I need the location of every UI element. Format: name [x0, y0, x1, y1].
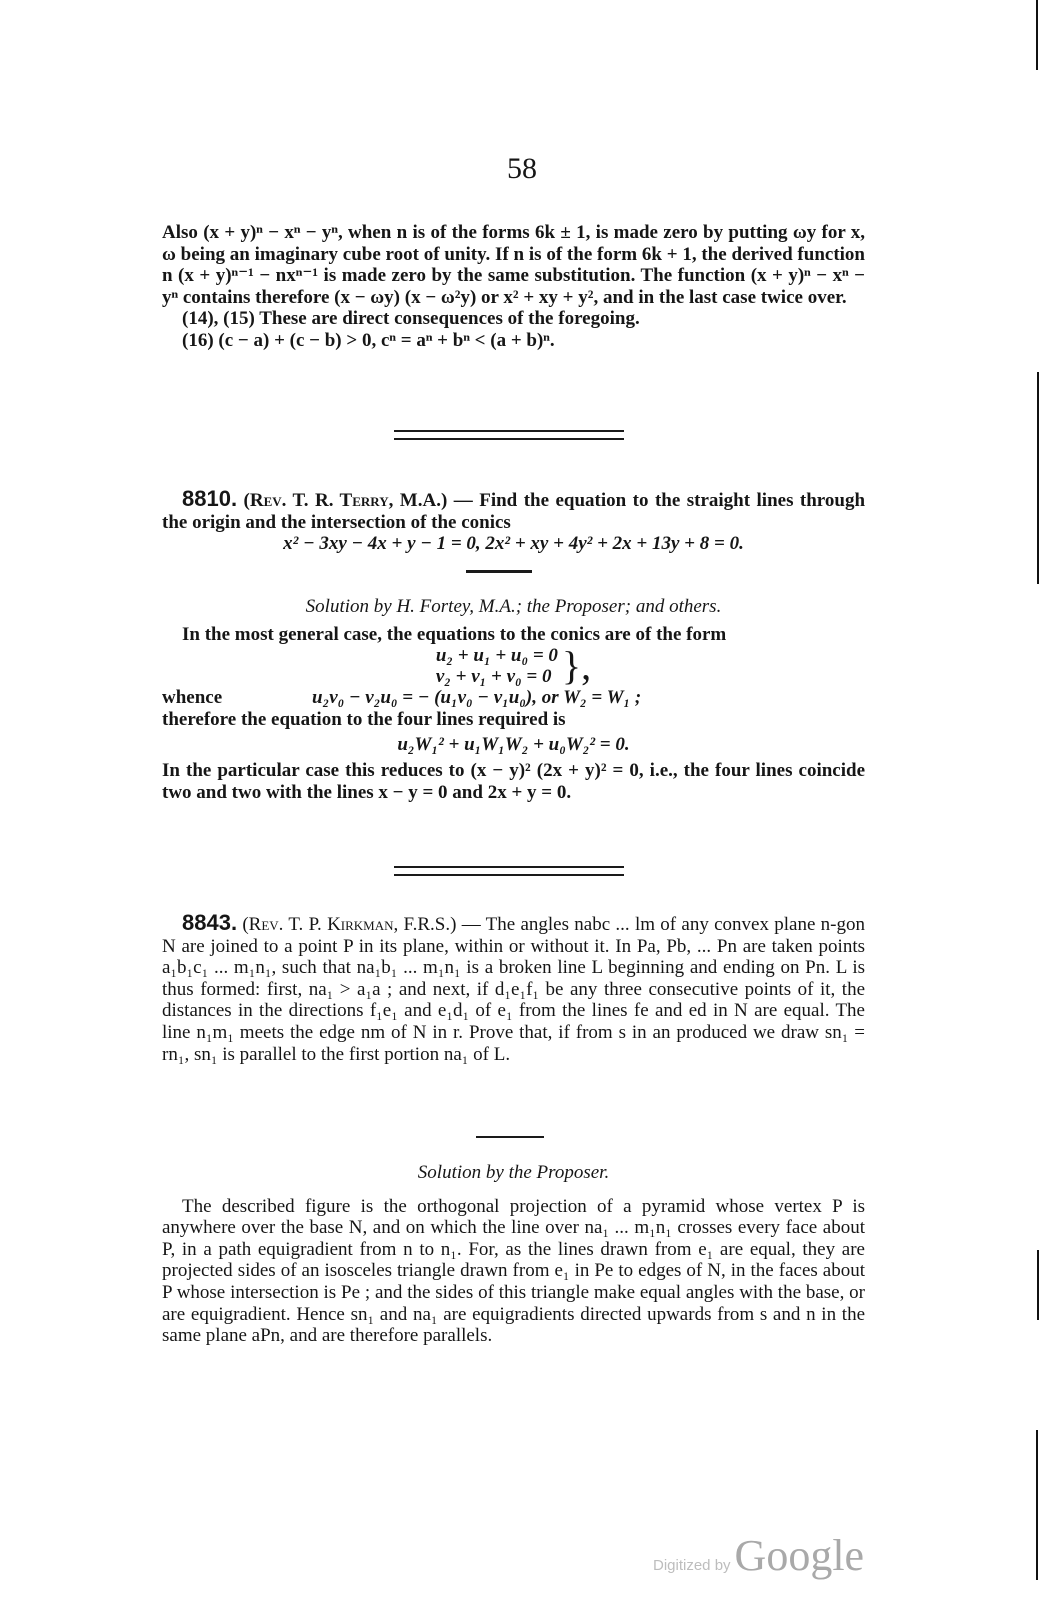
- solution-heading: Solution by the Proposer.: [417, 1162, 610, 1183]
- digitized-watermark: [653, 1530, 864, 1581]
- margin-mark: [1037, 372, 1039, 584]
- question-8810-statement: [162, 488, 865, 533]
- intro-inequality: (16) (c − a) + (c − b) > 0, cⁿ = aⁿ + bⁿ < (a + b)ⁿ.: [182, 329, 555, 351]
- margin-mark: [1036, 0, 1038, 70]
- solution-line-general: In the most general case, the equations to the conics are of the form: [182, 623, 727, 645]
- page-number: 58: [507, 152, 537, 185]
- solution-body: The described figure is the orthogonal projection of a pyramid whose vertex P is anywhere over the base N, and on which the line over na₁ ... m₁n₁ crosses every face about P, in a path equigradient from n to n₁. For, as the lines drawn from e₁ are equal, they are projected sides of an isosceles triangle drawn from e₁ in Pe to edges of N, in the faces about P whose intersection is Pe ; and the sides of this triangle make equal angles with the base, or are equigradient. Hence sn₁ and na₁ are equigradients directed upwards from s and n in the same plane aPn, and are therefore parallels.: [162, 1195, 865, 1347]
- intro-paragraph: Also (x + y)ⁿ − xⁿ − yⁿ, when n is of the forms 6k ± 1, is made zero by putting ωy for x, ω being an imaginary cube root of unity. If n is of the form 6k + 1, the derived function n (x + y)ⁿ⁻¹ − nxⁿ⁻¹ is made zero by the same substitution. The function (x + y)ⁿ − xⁿ − yⁿ contains therefore (x − ωy) (x − ω²y) or x² + xy + y², and in the last case twice over.: [162, 222, 865, 308]
- brace-glyph: },: [561, 643, 592, 689]
- section-divider: [394, 430, 624, 440]
- conic-eq-u: u₂ + u₁ + u₀ = 0: [435, 645, 558, 667]
- conic-system: [162, 645, 865, 687]
- four-lines-equation: u₂W₁² + u₁W₁W₂ + u₀W₂² = 0.: [397, 734, 630, 756]
- intro-consequences: (14), (15) These are direct consequences of the foregoing.: [182, 308, 640, 330]
- solution-8843: [162, 1162, 865, 1347]
- section-divider: [394, 866, 624, 876]
- question-8810: [162, 488, 865, 555]
- whence-equation: u₂v₀ − v₂u₀ = − (u₁v₀ − v₁u₀), or W₂ = W₁ ;: [312, 687, 642, 709]
- question-number: 8810.: [182, 486, 238, 511]
- solution-line-particular: In the particular case this reduces to (x − y)² (2x + y)² = 0, i.e., the four lines coincide two and two with the lines x − y = 0 and 2x + y = 0.: [162, 759, 865, 803]
- google-logo: Google: [734, 1531, 865, 1580]
- conics-equation: x² − 3xy − 4x + y − 1 = 0, 2x² + xy + 4y² + 2x + 13y + 8 = 0.: [283, 533, 744, 555]
- whence-label: whence: [162, 687, 223, 709]
- solution-line-four-lines: therefore the equation to the four lines required is: [162, 708, 566, 730]
- question-8843-statement: [162, 912, 865, 1065]
- question-8843: [162, 912, 865, 1065]
- margin-mark: [1037, 1250, 1039, 1320]
- intro-section: [162, 222, 865, 352]
- margin-mark: [1036, 1430, 1038, 1580]
- solution-8810: [162, 596, 865, 803]
- question-divider: [476, 1136, 544, 1138]
- solution-heading: Solution by H. Fortey, M.A.; the Proposer; and others.: [305, 596, 722, 617]
- digitized-label: Digitized by: [653, 1557, 731, 1574]
- question-number: 8843.: [182, 910, 238, 935]
- whence-row: [162, 687, 865, 709]
- question-divider: [466, 570, 532, 573]
- conic-eq-v: v₂ + v₁ + v₀ = 0: [435, 666, 552, 688]
- question-author: (Rev. T. R. Terry, M.A.): [243, 490, 448, 511]
- question-text: — Find the equation to the straight lines through the origin and the intersection of the conics: [162, 490, 866, 533]
- question-text: — The angles nabc ... lm of any convex plane n-gon N are joined to a point P in its plane, within or without it. In Pa, Pb, ... Pn are taken points a₁b₁c₁ ... m₁n₁, such that na₁b₁ ... m₁n₁ is a broken line L beginning and ending on Pn. L is thus formed: first, na₁ > a₁a ; and next, if d₁e₁f₁ be any three consecutive points of it, the distances in the directions f₁e₁ and e₁d₁ of e₁ from the lines fe and ed in N are equal. The line n₁m₁ meets the edge nm of N in r. Prove that, if from s in an produced we draw sn₁ = rn₁, sn₁ is parallel to the first portion na₁ of L.: [162, 914, 866, 1065]
- question-author: (Rev. T. P. Kirkman, F.R.S.): [242, 914, 457, 935]
